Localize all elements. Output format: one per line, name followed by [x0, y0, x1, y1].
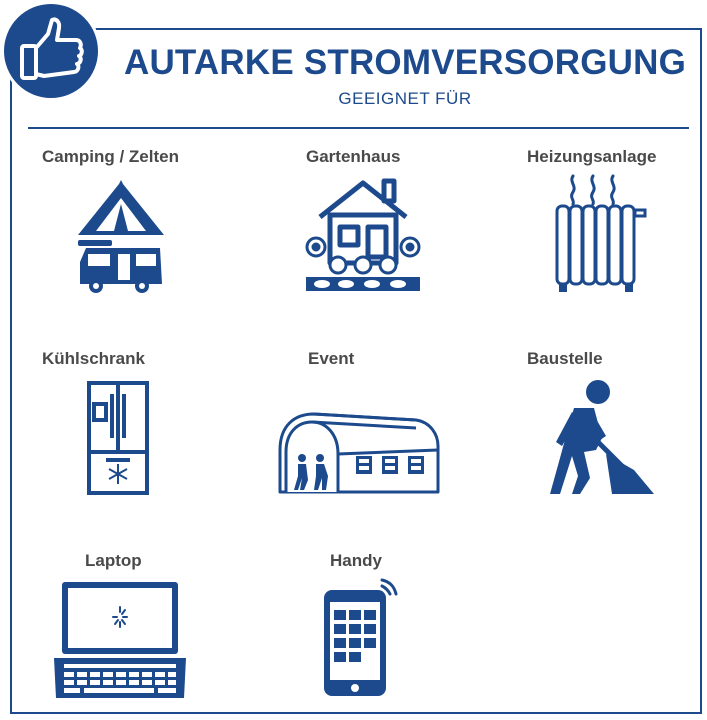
item-label-gartenhaus: Gartenhaus — [306, 147, 401, 166]
divider — [28, 127, 689, 129]
item-label-baustelle: Baustelle — [527, 349, 603, 368]
item-label-handy: Handy — [330, 551, 382, 570]
event-tent-icon — [276, 410, 442, 496]
item-label-kuehlschrank: Kühlschrank — [42, 349, 145, 368]
radiator-icon — [551, 172, 651, 296]
construction-worker-icon — [544, 378, 658, 496]
thumbs-up-icon — [4, 4, 98, 98]
garden-house-icon — [302, 177, 424, 295]
item-label-laptop: Laptop — [85, 551, 142, 570]
tent-camper-icon — [76, 178, 166, 293]
page-subtitle: GEEIGNET FÜR — [338, 89, 472, 108]
badge — [1, 1, 101, 101]
item-label-heizung: Heizungsanlage — [527, 147, 657, 166]
item-label-event: Event — [308, 349, 355, 368]
page-title: AUTARKE STROMVERSORGUNG — [123, 43, 687, 82]
laptop-icon — [50, 580, 190, 702]
smartphone-icon — [320, 578, 400, 698]
fridge-icon — [86, 380, 150, 496]
item-label-camping: Camping / Zelten — [42, 147, 179, 166]
